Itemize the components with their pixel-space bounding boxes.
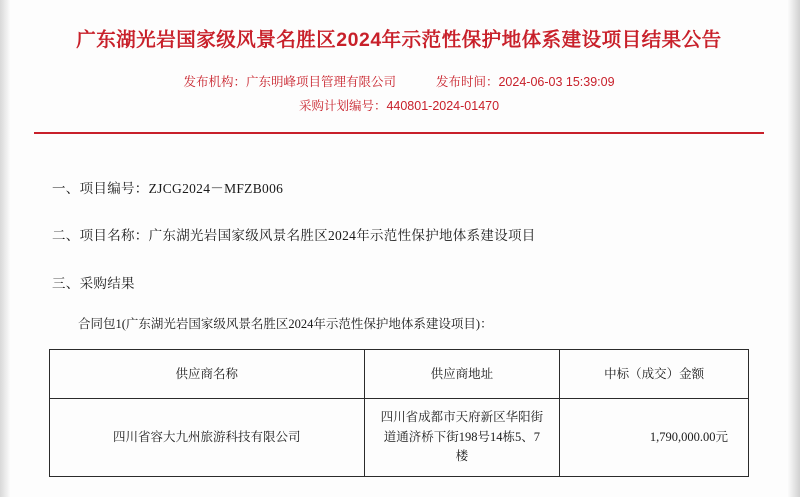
document-meta xyxy=(10,71,788,119)
clause-project-number xyxy=(36,178,762,200)
clause-project-name-value: 广东湖光岩国家级风景名胜区2024年示范性保护地体系建设项目 xyxy=(148,228,536,244)
publish-time-value: 2024-06-03 15:39:09 xyxy=(498,75,615,90)
clause-project-number-value: ZJCG2024－MFZB006 xyxy=(148,180,284,196)
clause-project-number-label: 一、项目编号： xyxy=(52,180,149,196)
column-header-supplier-name: 供应商名称 xyxy=(50,350,365,399)
meta-row-plan-no xyxy=(10,95,788,119)
result-table xyxy=(49,349,749,476)
header-divider xyxy=(34,132,764,134)
clause-procurement-result-label: 三、采购结果 xyxy=(52,276,135,292)
table-row xyxy=(50,399,749,476)
page-title: 广东湖光岩国家级风景名胜区2024年示范性保护地体系建设项目结果公告 xyxy=(76,29,722,51)
cell-supplier-address: 四川省成都市天府新区华阳街道通济桥下街198号14栋5、7楼 xyxy=(364,399,560,476)
column-header-supplier-address: 供应商地址 xyxy=(364,350,560,399)
publisher-value: 广东明峰项目管理有限公司 xyxy=(245,75,396,90)
table-header-row xyxy=(50,350,749,399)
publisher-label: 发布机构： xyxy=(183,75,246,90)
publish-time-label: 发布时间： xyxy=(435,75,499,90)
plan-no-label: 采购计划编号： xyxy=(298,99,387,114)
cell-supplier-name: 四川省容大九州旅游科技有限公司 xyxy=(50,399,365,476)
clause-procurement-result xyxy=(36,273,762,295)
document-body xyxy=(10,178,788,477)
plan-no-value: 440801-2024-01470 xyxy=(386,99,500,114)
meta-row-publisher xyxy=(10,71,788,95)
page-edge-right xyxy=(788,0,800,497)
clause-project-name-label: 二、项目名称： xyxy=(52,228,149,244)
package-line: 合同包1(广东湖光岩国家级风景名胜区2024年示范性保护地体系建设项目)： xyxy=(78,316,493,331)
cell-award-amount: 1,790,000.00元 xyxy=(560,399,749,476)
document-content xyxy=(10,0,788,497)
page-edge-left xyxy=(0,0,10,497)
column-header-award-amount: 中标（成交）金额 xyxy=(560,350,749,399)
clause-project-name xyxy=(36,225,762,247)
